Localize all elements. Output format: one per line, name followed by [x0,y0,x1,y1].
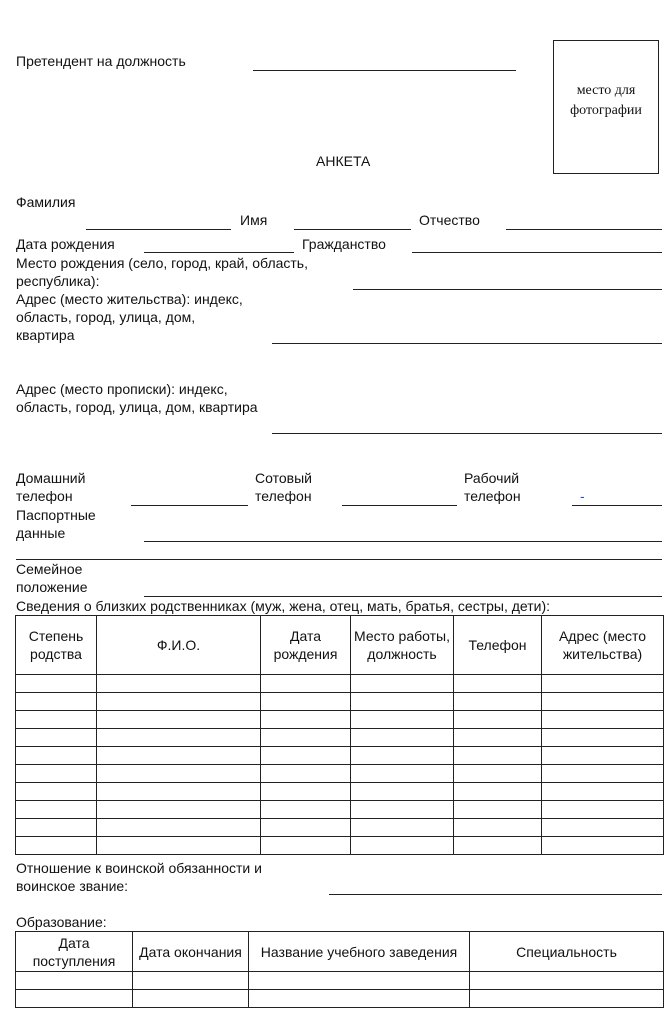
home-phone-label: Домашний телефон [16,470,86,504]
table-row [16,675,664,693]
table-cell[interactable] [16,837,97,855]
table-cell[interactable] [16,783,97,801]
table-cell[interactable] [470,990,664,1008]
patronymic-label: Отчество [419,212,480,228]
col-graduation-date: Дата окончания [133,932,249,972]
registration-address-field[interactable] [272,433,662,434]
citizenship-field[interactable] [412,252,662,253]
military-label: Отношение к воинской обязанности и воинское звание: [16,860,262,894]
table-cell[interactable] [97,837,261,855]
birth-place-label: Место рождения (село, город, край, область, республика): [16,255,308,289]
table-cell[interactable] [249,990,470,1008]
table-cell[interactable] [351,801,454,819]
education-table [15,931,664,1008]
table-cell[interactable] [351,693,454,711]
table-cell[interactable] [351,783,454,801]
table-cell[interactable] [470,972,664,990]
table-cell[interactable] [261,837,351,855]
table-row [16,729,664,747]
table-cell[interactable] [351,819,454,837]
mobile-phone-label: Сотовый телефон [255,470,312,504]
registration-address-label: Адрес (место прописки): индекс, область, город, улица, дом, квартира [16,381,258,415]
work-phone-label: Рабочий телефон [464,470,521,504]
table-cell[interactable] [542,711,664,729]
table-row [16,972,664,990]
table-row [16,693,664,711]
surname-label: Фамилия [16,194,76,210]
table-row [16,747,664,765]
table-cell[interactable] [261,675,351,693]
education-header-row [16,932,664,972]
table-cell[interactable] [454,837,542,855]
table-cell[interactable] [249,972,470,990]
table-cell[interactable] [351,729,454,747]
col-phone: Телефон [454,616,542,675]
table-row [16,837,664,855]
col-enrollment-date: Дата поступления [16,932,133,972]
table-row [16,783,664,801]
relatives-section-label: Сведения о близких родственниках (муж, жена, отец, мать, братья, сестры, дети): [16,598,551,614]
table-cell[interactable] [454,819,542,837]
table-cell[interactable] [97,747,261,765]
table-cell[interactable] [542,801,664,819]
table-cell[interactable] [16,693,97,711]
name-label: Имя [240,212,268,228]
table-cell[interactable] [97,693,261,711]
table-cell[interactable] [542,747,664,765]
patronymic-field[interactable] [506,229,662,230]
birth-date-label: Дата рождения [16,236,115,252]
table-cell[interactable] [261,819,351,837]
table-cell[interactable] [97,819,261,837]
table-cell[interactable] [97,675,261,693]
work-phone-field[interactable] [572,505,662,506]
col-institution: Название учебного заведения [249,932,470,972]
table-cell[interactable] [454,675,542,693]
education-section-label: Образование: [16,914,107,930]
table-cell[interactable] [133,972,249,990]
table-cell[interactable] [16,972,133,990]
col-workplace: Место работы, должность [351,616,454,675]
table-cell[interactable] [454,801,542,819]
table-cell[interactable] [16,729,97,747]
relatives-header-row [16,616,664,675]
col-relation: Степень родства [16,616,97,675]
table-cell[interactable] [351,675,454,693]
surname-field[interactable] [86,229,231,230]
birth-place-field[interactable] [353,289,662,290]
mobile-phone-field[interactable] [342,505,457,506]
residence-address-label: Адрес (место жительства): индекс, область, город, улица, дом, квартира [16,291,243,343]
table-cell[interactable] [542,693,664,711]
table-cell[interactable] [351,747,454,765]
table-cell[interactable] [351,711,454,729]
table-cell[interactable] [97,765,261,783]
citizenship-label: Гражданство [302,236,386,252]
table-cell[interactable] [133,990,249,1008]
table-cell[interactable] [542,675,664,693]
table-cell[interactable] [351,837,454,855]
table-cell[interactable] [16,711,97,729]
table-cell[interactable] [454,783,542,801]
table-cell[interactable] [97,801,261,819]
applicant-position-field[interactable] [253,70,516,71]
table-cell[interactable] [97,783,261,801]
table-cell[interactable] [261,747,351,765]
table-cell[interactable] [16,747,97,765]
table-cell[interactable] [16,765,97,783]
table-row [16,801,664,819]
table-cell[interactable] [261,729,351,747]
col-full-name: Ф.И.О. [97,616,261,675]
passport-label: Паспортные данные [16,507,96,541]
table-row [16,711,664,729]
table-row [16,819,664,837]
table-cell[interactable] [454,765,542,783]
name-field[interactable] [294,229,411,230]
table-cell[interactable] [16,801,97,819]
marital-status-label: Семейное положение [16,561,88,595]
col-address: Адрес (место жительства) [542,616,664,675]
table-cell[interactable] [97,729,261,747]
table-cell[interactable] [261,801,351,819]
work-phone-value: - [580,488,585,504]
table-cell[interactable] [16,819,97,837]
table-cell[interactable] [454,711,542,729]
table-row [16,765,664,783]
residence-address-field[interactable] [272,343,662,344]
table-cell[interactable] [542,765,664,783]
table-cell[interactable] [97,711,261,729]
table-cell[interactable] [351,765,454,783]
photo-placeholder-text: место для фотографии [570,83,642,118]
military-field[interactable] [329,894,662,895]
col-birth-date: Дата рождения [261,616,351,675]
table-cell[interactable] [261,711,351,729]
table-cell[interactable] [542,783,664,801]
col-specialty: Специальность [470,932,664,972]
table-cell[interactable] [454,693,542,711]
photo-placeholder [553,40,659,174]
passport-field[interactable] [144,541,662,542]
table-cell[interactable] [542,819,664,837]
table-row [16,990,664,1008]
table-cell[interactable] [261,765,351,783]
birth-date-field[interactable] [144,252,294,253]
table-cell[interactable] [454,747,542,765]
table-cell[interactable] [16,675,97,693]
table-cell[interactable] [16,990,133,1008]
form-title: АНКЕТА [316,153,371,169]
table-cell[interactable] [261,783,351,801]
table-cell[interactable] [454,729,542,747]
table-cell[interactable] [261,693,351,711]
table-cell[interactable] [542,837,664,855]
home-phone-field[interactable] [131,505,248,506]
relatives-table [15,615,664,855]
applicant-label: Претендент на должность [16,53,186,69]
table-cell[interactable] [542,729,664,747]
